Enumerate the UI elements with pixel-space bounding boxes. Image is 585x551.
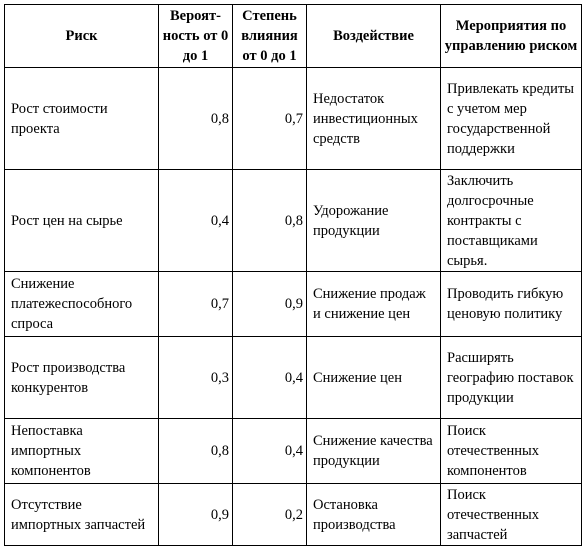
cell-impact: 0,4 [233, 419, 307, 484]
cell-measures: Поиск отечественных компонентов [441, 419, 582, 484]
cell-impact: 0,7 [233, 68, 307, 170]
table-row [5, 484, 582, 546]
cell-impact: 0,2 [233, 484, 307, 546]
cell-impact: 0,4 [233, 337, 307, 419]
table-row [5, 337, 582, 419]
table-row [5, 170, 582, 272]
cell-probability: 0,8 [159, 68, 233, 170]
risk-table [4, 4, 582, 546]
cell-risk: Отсутствие импортных запчастей [5, 484, 159, 546]
table-row [5, 68, 582, 170]
table-row [5, 419, 582, 484]
cell-risk: Снижение платежеспособного спроса [5, 272, 159, 337]
cell-probability: 0,9 [159, 484, 233, 546]
cell-risk: Рост цен на сырье [5, 170, 159, 272]
table-row [5, 272, 582, 337]
cell-measures: Заключить долгосрочные контракты с поставщиками сырья. [441, 170, 582, 272]
cell-probability: 0,8 [159, 419, 233, 484]
header-risk: Риск [5, 5, 159, 68]
cell-measures: Расширять географию поставок продукции [441, 337, 582, 419]
cell-measures: Проводить гибкую ценовую политику [441, 272, 582, 337]
header-impact: Степень влияния от 0 до 1 [233, 5, 307, 68]
cell-risk: Рост стоимости проекта [5, 68, 159, 170]
cell-probability: 0,4 [159, 170, 233, 272]
cell-measures: Привлекать кредиты с учетом мер государственной поддержки [441, 68, 582, 170]
cell-effect: Снижение цен [307, 337, 441, 419]
header-effect: Воздействие [307, 5, 441, 68]
cell-impact: 0,9 [233, 272, 307, 337]
cell-risk: Непоставка импортных компонентов [5, 419, 159, 484]
header-row [5, 5, 582, 68]
cell-measures: Поиск отечественных запчастей [441, 484, 582, 546]
cell-effect: Снижение продаж и снижение цен [307, 272, 441, 337]
cell-impact: 0,8 [233, 170, 307, 272]
cell-effect: Удорожание продукции [307, 170, 441, 272]
cell-risk: Рост производства конкурентов [5, 337, 159, 419]
cell-effect: Остановка производства [307, 484, 441, 546]
cell-probability: 0,3 [159, 337, 233, 419]
cell-effect: Снижение качества продукции [307, 419, 441, 484]
cell-effect: Недостаток инвестиционных средств [307, 68, 441, 170]
cell-probability: 0,7 [159, 272, 233, 337]
header-measures: Мероприятия по управлению риском [441, 5, 582, 68]
header-probability: Вероят-ность от 0 до 1 [159, 5, 233, 68]
